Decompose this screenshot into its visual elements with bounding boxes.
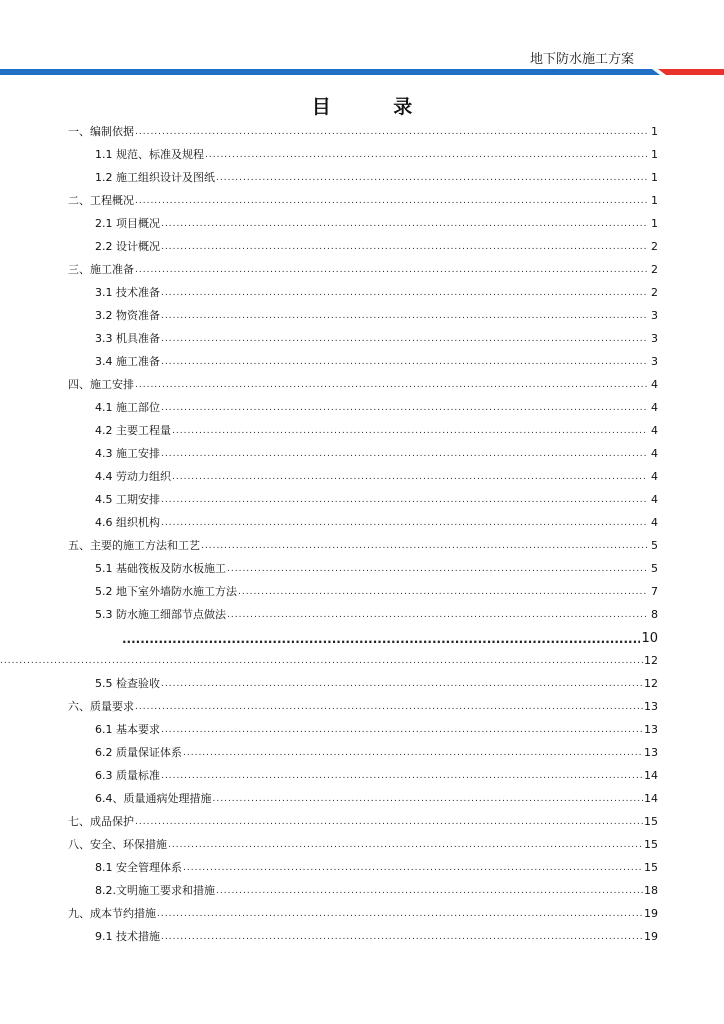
toc-entry-label: 四、施工安排 — [68, 378, 134, 391]
toc-leader-dots — [161, 332, 647, 346]
toc-entry-page: 4 — [651, 493, 658, 506]
header-title: 地下防水施工方案 — [529, 52, 634, 67]
toc-entry-label: 三、施工准备 — [68, 263, 134, 276]
toc-leader-dots — [161, 355, 647, 369]
toc-entry-label: 五、主要的施工方法和工艺 — [68, 539, 200, 552]
toc-entry[interactable] — [68, 714, 658, 737]
toc-entry[interactable] — [68, 576, 658, 599]
toc-entry-page: 1 — [651, 125, 658, 138]
toc-entry-label: 2.1 项目概况 — [95, 217, 160, 230]
toc-title: 目 录 — [311, 96, 441, 118]
toc-entry-label: 9.1 技术措施 — [95, 930, 160, 943]
header-bar — [0, 68, 724, 76]
toc-entry[interactable] — [68, 668, 658, 691]
toc-entry[interactable] — [68, 254, 658, 277]
toc-entry-label: 4.6 组织机构 — [95, 516, 160, 529]
toc-leader-dots — [161, 217, 647, 231]
toc-entry-page: 19 — [644, 930, 658, 943]
toc-entry[interactable] — [68, 806, 658, 829]
toc-entry[interactable] — [68, 208, 658, 231]
toc-entry[interactable] — [68, 599, 658, 622]
toc-entry[interactable] — [68, 507, 658, 530]
toc-entry[interactable] — [68, 622, 658, 646]
toc-entry-label: 6.2 质量保证体系 — [95, 746, 182, 759]
toc-leader-dots — [135, 378, 647, 392]
toc-entry[interactable] — [68, 898, 658, 921]
toc-entry-label: 六、质量要求 — [68, 700, 134, 713]
toc-leader-dots — [205, 148, 647, 162]
toc-entry[interactable] — [68, 369, 658, 392]
toc-entry-label: 九、成本节约措施 — [68, 907, 156, 920]
toc-entry-label: 4.3 施工安排 — [95, 447, 160, 460]
toc-leader-dots — [183, 746, 643, 760]
toc-leader-dots — [161, 769, 643, 783]
toc-entry-label: 3.2 物资准备 — [95, 309, 160, 322]
toc-entry-page: 14 — [644, 792, 658, 805]
toc-entry-label: 4.1 施工部位 — [95, 401, 160, 414]
toc-entry[interactable] — [68, 760, 658, 783]
toc-entry-label: 3.3 机具准备 — [95, 332, 160, 345]
toc-entry-page: 15 — [644, 838, 658, 851]
toc-entry[interactable] — [68, 553, 658, 576]
toc-entry-page: 15 — [644, 815, 658, 828]
toc-entry-page: 2 — [651, 240, 658, 253]
toc-entry-label: 5.5 检查验收 — [95, 677, 160, 690]
toc-entry-label: 5.1 基础筏板及防水板施工 — [95, 562, 226, 575]
toc-leader-dots — [216, 171, 647, 185]
toc-entry-label: 8.2.文明施工要求和措施 — [95, 884, 215, 897]
toc-entry-page: 2 — [651, 263, 658, 276]
toc-entry-label: 一、编制依据 — [68, 125, 134, 138]
toc-leader-dots — [135, 263, 647, 277]
toc-entry[interactable] — [68, 392, 658, 415]
toc-entry[interactable] — [68, 484, 658, 507]
toc-entry-page: 3 — [651, 355, 658, 368]
toc-entry[interactable] — [68, 530, 658, 553]
toc-leader-dots — [161, 516, 647, 530]
toc-entry-page: 15 — [644, 861, 658, 874]
toc-leader-dots — [161, 240, 647, 254]
toc-leader-dots — [216, 884, 643, 898]
toc-leader-dots — [0, 654, 643, 668]
toc-entry-page: 4 — [651, 378, 658, 391]
toc-entry-page: 18 — [644, 884, 658, 897]
toc-leader-dots — [172, 470, 647, 484]
toc-leader-dots — [161, 447, 647, 461]
toc-leader-dots — [135, 125, 647, 139]
toc-leader-dots — [238, 585, 647, 599]
toc-entry-page: 13 — [644, 746, 658, 759]
toc-entry[interactable] — [68, 162, 658, 185]
toc-entry[interactable] — [68, 323, 658, 346]
toc-leader-dots — [213, 792, 644, 806]
toc-leader-dots — [227, 562, 647, 576]
toc-leader-dots — [161, 930, 643, 944]
toc-entry-label: 6.3 质量标准 — [95, 769, 160, 782]
toc-leader-dots — [183, 861, 643, 875]
toc-leader-dots — [227, 608, 647, 622]
toc-entry-label: 2.2 设计概况 — [95, 240, 160, 253]
toc-leader-dots — [161, 401, 647, 415]
toc-entry-page: 8 — [651, 608, 658, 621]
toc-entry-page: 2 — [651, 286, 658, 299]
toc-entry[interactable] — [68, 300, 658, 323]
toc-entry[interactable] — [68, 921, 658, 944]
toc-entry-label: 6.1 基本要求 — [95, 723, 160, 736]
toc-entry-page: 13 — [644, 723, 658, 736]
toc-entry-label: 8.1 安全管理体系 — [95, 861, 182, 874]
toc-entry-page: 10 — [641, 631, 658, 646]
toc-entry-page: 12 — [644, 654, 658, 667]
toc-entry[interactable] — [68, 415, 658, 438]
toc-entry-label: 4.4 劳动力组织 — [95, 470, 171, 483]
toc-entry-page: 3 — [651, 309, 658, 322]
toc-leader-dots — [161, 493, 647, 507]
toc-leader-dots — [135, 700, 643, 714]
toc-entry[interactable] — [68, 231, 658, 254]
toc-entry-page: 5 — [651, 539, 658, 552]
toc-leader-dots — [157, 907, 643, 921]
toc-entry-page: 14 — [644, 769, 658, 782]
toc-entry-label: 4.2 主要工程量 — [95, 424, 171, 437]
toc-leader-dots — [172, 424, 647, 438]
toc-entry-label: 6.4、质量通病处理措施 — [95, 792, 212, 805]
toc-entry[interactable] — [68, 852, 658, 875]
toc-entry[interactable] — [68, 737, 658, 760]
toc-leader-dots — [161, 723, 643, 737]
toc-leader-dots — [168, 838, 643, 852]
toc-entry-page: 7 — [651, 585, 658, 598]
toc-entry-label: 5.3 防水施工细部节点做法 — [95, 608, 226, 621]
toc-entry[interactable] — [68, 438, 658, 461]
toc-entry-label: 八、安全、环保措施 — [68, 838, 167, 851]
toc-entry-label: 4.5 工期安排 — [95, 493, 160, 506]
toc-entry-label: 1.2 施工组织设计及图纸 — [95, 171, 215, 184]
toc-entry-page: 5 — [651, 562, 658, 575]
toc-entry-page: 4 — [651, 470, 658, 483]
toc-entry-page: 3 — [651, 332, 658, 345]
toc-entry-label: 3.1 技术准备 — [95, 286, 160, 299]
toc-entry[interactable] — [68, 139, 658, 162]
toc-entry-label: 3.4 施工准备 — [95, 355, 160, 368]
toc-entry-page: 1 — [651, 217, 658, 230]
toc-entry[interactable] — [68, 691, 658, 714]
toc-leader-dots — [161, 309, 647, 323]
toc-leader-dots — [161, 677, 643, 691]
toc-entry-page: 12 — [644, 677, 658, 690]
toc-entry[interactable] — [68, 185, 658, 208]
toc-entry[interactable] — [68, 875, 658, 898]
toc-entry[interactable] — [68, 783, 658, 806]
toc-entry-page: 4 — [651, 401, 658, 414]
toc-leader-dots — [201, 539, 647, 553]
toc-entry-label: 5.2 地下室外墙防水施工方法 — [95, 585, 237, 598]
toc-entry-page: 4 — [651, 516, 658, 529]
table-of-contents — [68, 116, 658, 944]
toc-entry-page: 4 — [651, 424, 658, 437]
toc-entry[interactable] — [68, 829, 658, 852]
toc-entry-label: 1.1 规范、标准及规程 — [95, 148, 204, 161]
toc-entry-page: 1 — [651, 171, 658, 184]
toc-entry-label: 二、工程概况 — [68, 194, 134, 207]
toc-entry-page: 1 — [651, 194, 658, 207]
toc-leader-dots — [122, 632, 640, 646]
toc-leader-dots — [161, 286, 647, 300]
toc-leader-dots — [135, 815, 643, 829]
toc-entry-page: 13 — [644, 700, 658, 713]
toc-entry-page: 19 — [644, 907, 658, 920]
toc-entry-page: 4 — [651, 447, 658, 460]
toc-entry[interactable] — [0, 646, 658, 668]
toc-entry-label: 七、成品保护 — [68, 815, 134, 828]
toc-entry[interactable] — [68, 346, 658, 369]
toc-entry[interactable] — [68, 277, 658, 300]
toc-entry-page: 1 — [651, 148, 658, 161]
toc-entry[interactable] — [68, 116, 658, 139]
toc-entry[interactable] — [68, 461, 658, 484]
toc-leader-dots — [135, 194, 647, 208]
